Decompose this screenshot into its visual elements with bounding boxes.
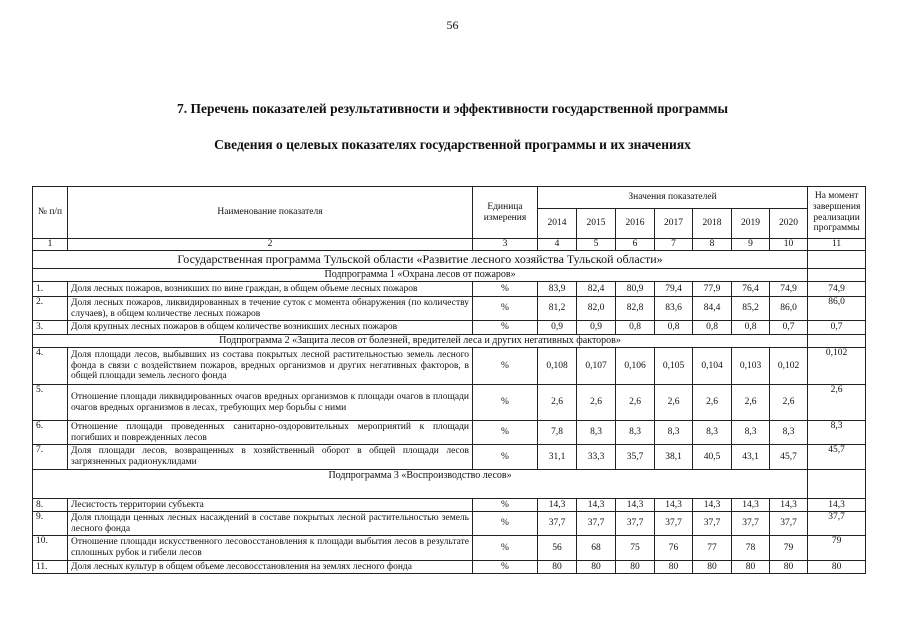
row-value: 45,7 bbox=[770, 445, 808, 470]
row-value: 2,6 bbox=[693, 385, 732, 421]
row-value: 80 bbox=[655, 561, 693, 574]
row-value: 76 bbox=[655, 536, 693, 561]
row-final: 86,0 bbox=[808, 297, 866, 321]
row-value: 79 bbox=[770, 536, 808, 561]
row-value: 2,6 bbox=[616, 385, 655, 421]
row-value: 37,7 bbox=[770, 512, 808, 536]
header-final: На момент завершения реализации программы bbox=[808, 187, 866, 239]
header-year: 2018 bbox=[693, 209, 732, 239]
column-number: 5 bbox=[577, 239, 616, 251]
row-value: 0,9 bbox=[538, 321, 577, 335]
row-value: 0,8 bbox=[732, 321, 770, 335]
row-value: 2,6 bbox=[655, 385, 693, 421]
table-row bbox=[33, 297, 866, 321]
row-unit: % bbox=[473, 297, 538, 321]
row-value: 80 bbox=[732, 561, 770, 574]
row-value: 8,3 bbox=[577, 421, 616, 445]
row-value: 0,8 bbox=[693, 321, 732, 335]
row-value: 75 bbox=[616, 536, 655, 561]
column-number: 7 bbox=[655, 239, 693, 251]
row-value: 14,3 bbox=[538, 499, 577, 512]
row-final: 14,3 bbox=[808, 499, 866, 512]
row-num: 1. bbox=[33, 282, 68, 297]
header-year: 2017 bbox=[655, 209, 693, 239]
empty-cell bbox=[808, 269, 866, 282]
empty-cell bbox=[808, 335, 866, 348]
row-value: 0,107 bbox=[577, 348, 616, 385]
row-value: 82,8 bbox=[616, 297, 655, 321]
row-value: 0,102 bbox=[770, 348, 808, 385]
row-name: Лесистость территории субъекта bbox=[68, 499, 473, 512]
section-title: 7. Перечень показателей результативности и эффективности государственной программы bbox=[177, 101, 728, 116]
row-value: 0,104 bbox=[693, 348, 732, 385]
row-unit: % bbox=[473, 499, 538, 512]
program-title: Государственная программа Тульской области «Развитие лесного хозяйства Тульской области» bbox=[33, 251, 808, 269]
column-number: 11 bbox=[808, 239, 866, 251]
row-value: 14,3 bbox=[732, 499, 770, 512]
header-values-group: Значения показателей bbox=[538, 187, 808, 209]
row-value: 83,6 bbox=[655, 297, 693, 321]
table-row bbox=[33, 512, 866, 536]
row-value: 37,7 bbox=[538, 512, 577, 536]
row-value: 56 bbox=[538, 536, 577, 561]
empty-cell bbox=[808, 470, 866, 499]
row-unit: % bbox=[473, 385, 538, 421]
row-value: 38,1 bbox=[655, 445, 693, 470]
table-row bbox=[33, 421, 866, 445]
row-value: 78 bbox=[732, 536, 770, 561]
row-final: 0,7 bbox=[808, 321, 866, 335]
row-value: 14,3 bbox=[616, 499, 655, 512]
row-value: 0,108 bbox=[538, 348, 577, 385]
row-num: 8. bbox=[33, 499, 68, 512]
row-value: 8,3 bbox=[770, 421, 808, 445]
row-num: 2. bbox=[33, 297, 68, 321]
row-value: 80,9 bbox=[616, 282, 655, 297]
row-value: 40,5 bbox=[693, 445, 732, 470]
row-value: 83,9 bbox=[538, 282, 577, 297]
row-unit: % bbox=[473, 321, 538, 335]
row-value: 77 bbox=[693, 536, 732, 561]
program-row bbox=[33, 251, 866, 269]
header-name: Наименование показателя bbox=[68, 187, 473, 239]
row-num: 7. bbox=[33, 445, 68, 470]
row-value: 2,6 bbox=[732, 385, 770, 421]
row-num: 3. bbox=[33, 321, 68, 335]
row-value: 37,7 bbox=[693, 512, 732, 536]
row-unit: % bbox=[473, 536, 538, 561]
table-row bbox=[33, 321, 866, 335]
row-value: 80 bbox=[538, 561, 577, 574]
subprogram-row bbox=[33, 335, 866, 348]
header-year: 2020 bbox=[770, 209, 808, 239]
row-value: 0,7 bbox=[770, 321, 808, 335]
row-value: 74,9 bbox=[770, 282, 808, 297]
row-final: 45,7 bbox=[808, 445, 866, 470]
row-value: 8,3 bbox=[732, 421, 770, 445]
row-value: 14,3 bbox=[577, 499, 616, 512]
row-value: 33,3 bbox=[577, 445, 616, 470]
row-value: 2,6 bbox=[770, 385, 808, 421]
row-value: 80 bbox=[693, 561, 732, 574]
row-value: 76,4 bbox=[732, 282, 770, 297]
table-row bbox=[33, 561, 866, 574]
header-num: № п/п bbox=[33, 187, 68, 239]
table-row bbox=[33, 282, 866, 297]
row-value: 37,7 bbox=[732, 512, 770, 536]
table-row bbox=[33, 385, 866, 421]
page-number: 56 bbox=[446, 18, 459, 32]
row-value: 35,7 bbox=[616, 445, 655, 470]
empty-cell bbox=[808, 251, 866, 269]
row-unit: % bbox=[473, 421, 538, 445]
row-unit: % bbox=[473, 445, 538, 470]
row-value: 31,1 bbox=[538, 445, 577, 470]
row-final: 80 bbox=[808, 561, 866, 574]
table-row bbox=[33, 445, 866, 470]
column-number: 2 bbox=[68, 239, 473, 251]
row-final: 8,3 bbox=[808, 421, 866, 445]
column-numbers-row bbox=[33, 239, 866, 251]
row-unit: % bbox=[473, 561, 538, 574]
column-number: 1 bbox=[33, 239, 68, 251]
row-value: 37,7 bbox=[577, 512, 616, 536]
subprogram-title: Подпрограмма 2 «Защита лесов от болезней, вредителей леса и других негативных факторов» bbox=[33, 335, 808, 348]
subprogram-row bbox=[33, 470, 866, 499]
row-value: 81,2 bbox=[538, 297, 577, 321]
row-value: 0,8 bbox=[616, 321, 655, 335]
row-unit: % bbox=[473, 282, 538, 297]
row-value: 86,0 bbox=[770, 297, 808, 321]
row-value: 2,6 bbox=[577, 385, 616, 421]
row-value: 77,9 bbox=[693, 282, 732, 297]
table-row bbox=[33, 536, 866, 561]
row-final: 79 bbox=[808, 536, 866, 561]
row-value: 43,1 bbox=[732, 445, 770, 470]
row-value: 8,3 bbox=[693, 421, 732, 445]
row-num: 4. bbox=[33, 348, 68, 385]
row-name: Доля площади лесов, возвращенных в хозяйственный оборот в общей площади лесов загрязненных радионуклидами bbox=[68, 445, 473, 470]
subprogram-title: Подпрограмма 3 «Воспроизводство лесов» bbox=[33, 470, 808, 499]
row-value: 0,103 bbox=[732, 348, 770, 385]
row-name: Отношение площади ликвидированных очагов вредных организмов к площади очагов в площади очагов вредных организмов в лесах, требующих мер борьбы с ними bbox=[68, 385, 473, 421]
header-unit: Единица измерения bbox=[473, 187, 538, 239]
row-final: 74,9 bbox=[808, 282, 866, 297]
row-name: Доля площади лесов, выбывших из состава покрытых лесной растительностью земель лесного фонда в связи с воздействием пожаров, вредных организмов и других негативных факторов, в общей площади земель лесного фонда bbox=[68, 348, 473, 385]
table-row bbox=[33, 348, 866, 385]
row-num: 6. bbox=[33, 421, 68, 445]
header-year: 2019 bbox=[732, 209, 770, 239]
column-number: 3 bbox=[473, 239, 538, 251]
row-value: 7,8 bbox=[538, 421, 577, 445]
column-number: 10 bbox=[770, 239, 808, 251]
column-number: 8 bbox=[693, 239, 732, 251]
row-value: 80 bbox=[616, 561, 655, 574]
row-final: 0,102 bbox=[808, 348, 866, 385]
row-value: 2,6 bbox=[538, 385, 577, 421]
row-final: 2,6 bbox=[808, 385, 866, 421]
row-unit: % bbox=[473, 512, 538, 536]
row-value: 8,3 bbox=[616, 421, 655, 445]
row-value: 14,3 bbox=[693, 499, 732, 512]
header-row bbox=[33, 187, 866, 209]
row-value: 68 bbox=[577, 536, 616, 561]
row-value: 0,8 bbox=[655, 321, 693, 335]
row-name: Доля лесных пожаров, возникших по вине граждан, в общем объеме лесных пожаров bbox=[68, 282, 473, 297]
row-name: Доля лесных культур в общем объеме лесовосстановления на землях лесного фонда bbox=[68, 561, 473, 574]
row-value: 8,3 bbox=[655, 421, 693, 445]
row-value: 79,4 bbox=[655, 282, 693, 297]
row-value: 82,4 bbox=[577, 282, 616, 297]
row-value: 84,4 bbox=[693, 297, 732, 321]
row-name: Отношение площади проведенных санитарно-оздоровительных мероприятий к площади погибших и поврежденных лесов bbox=[68, 421, 473, 445]
row-value: 80 bbox=[577, 561, 616, 574]
row-num: 10. bbox=[33, 536, 68, 561]
subprogram-row bbox=[33, 269, 866, 282]
row-name: Доля лесных пожаров, ликвидированных в течение суток с момента обнаружения (по количеству случаев), в общем количестве лесных пожаров bbox=[68, 297, 473, 321]
subprogram-title: Подпрограмма 1 «Охрана лесов от пожаров» bbox=[33, 269, 808, 282]
row-value: 82,0 bbox=[577, 297, 616, 321]
row-value: 14,3 bbox=[655, 499, 693, 512]
table-row bbox=[33, 499, 866, 512]
header-year: 2014 bbox=[538, 209, 577, 239]
row-value: 0,106 bbox=[616, 348, 655, 385]
indicators-table bbox=[32, 186, 866, 574]
column-number: 9 bbox=[732, 239, 770, 251]
row-value: 37,7 bbox=[616, 512, 655, 536]
row-value: 80 bbox=[770, 561, 808, 574]
row-final: 37,7 bbox=[808, 512, 866, 536]
column-number: 6 bbox=[616, 239, 655, 251]
row-name: Доля крупных лесных пожаров в общем количестве возникших лесных пожаров bbox=[68, 321, 473, 335]
row-name: Доля площади ценных лесных насаждений в составе покрытых лесной растительностью земель лесного фонда bbox=[68, 512, 473, 536]
table-title: Сведения о целевых показателях государственной программы и их значениях bbox=[214, 137, 691, 152]
row-value: 14,3 bbox=[770, 499, 808, 512]
header-year: 2015 bbox=[577, 209, 616, 239]
row-value: 0,105 bbox=[655, 348, 693, 385]
row-value: 85,2 bbox=[732, 297, 770, 321]
row-num: 9. bbox=[33, 512, 68, 536]
row-name: Отношение площади искусственного лесовосстановления к площади выбытия лесов в результате сплошных рубок и гибели лесов bbox=[68, 536, 473, 561]
row-unit: % bbox=[473, 348, 538, 385]
row-num: 11. bbox=[33, 561, 68, 574]
row-value: 37,7 bbox=[655, 512, 693, 536]
row-num: 5. bbox=[33, 385, 68, 421]
row-value: 0,9 bbox=[577, 321, 616, 335]
header-year: 2016 bbox=[616, 209, 655, 239]
column-number: 4 bbox=[538, 239, 577, 251]
